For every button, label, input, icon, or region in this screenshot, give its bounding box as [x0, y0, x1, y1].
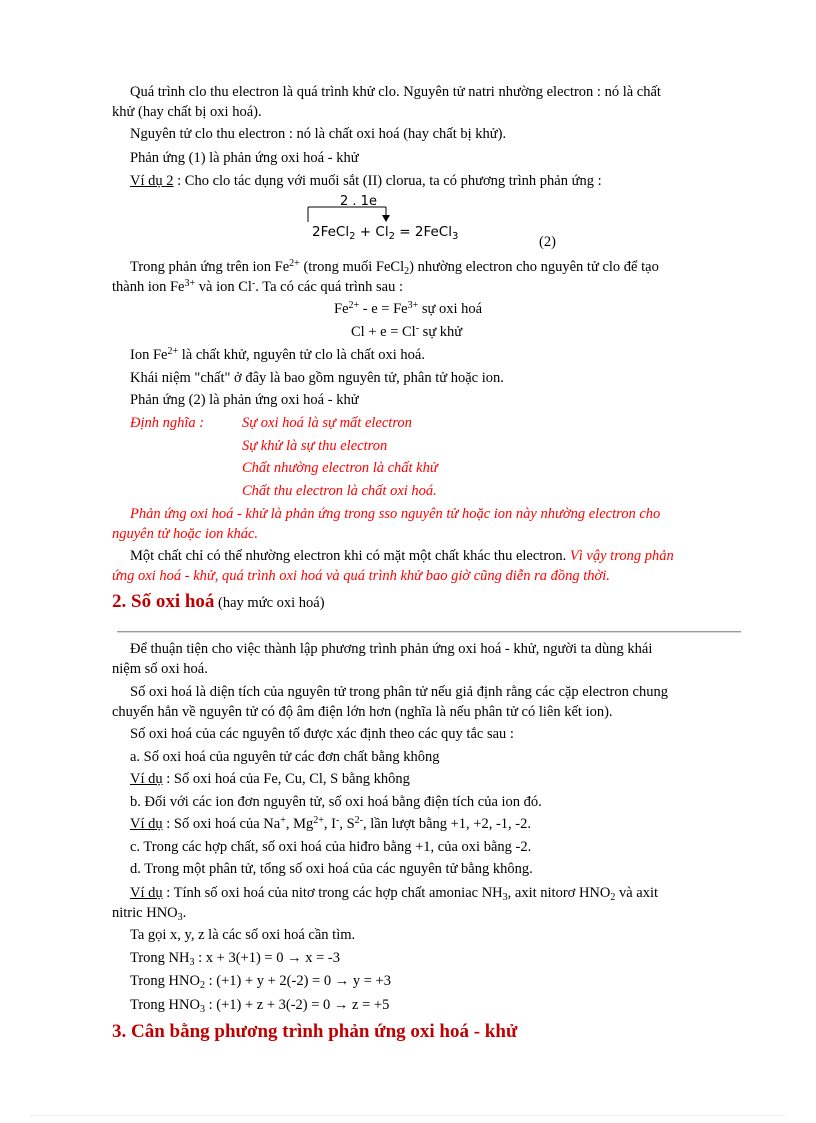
paragraph-line: Số oxi hoá là diện tích của nguyên tử trong phân tử nếu giả định rằng các cặp electron chung	[130, 684, 668, 700]
calculation-line: Trong $HNO_3$ : (+1) + z + 3(-2) = 0 → z = +5	[130, 997, 390, 1015]
paragraph-line: Số oxi hoá của các nguyên tố được xác định theo các quy tắc sau :	[130, 726, 514, 742]
rule-line: a. Số oxi hoá của nguyên tử các đơn chất bằng không	[130, 749, 440, 765]
definition-line: Sự oxi hoá là sự mất electron	[242, 415, 412, 431]
transfer-label: 2 . 1e	[340, 194, 377, 209]
paragraph-line: thành ion $Fe^{3+}$ và ion Cl-. Ta có các quá trình sau :	[112, 278, 403, 295]
process-oxidation: $Fe^{2+} - e = Fe^{3+}$ sự oxi hoá	[334, 300, 483, 317]
paragraph-line: Phản ứng (1) là phản ứng oxi hoá - khử	[130, 150, 359, 166]
calculation-line: Trong $NH_3$ : x + 3(+1) = 0 → x = -3	[130, 950, 340, 968]
definition-line: Phản ứng oxi hoá - khử là phản ứng trong sso nguyên tử hoặc ion này nhường electron cho	[130, 506, 661, 522]
example-label: Ví dụ 2	[130, 173, 174, 189]
paragraph-line: Ta gọi x, y, z là các số oxi hoá cần tìm.	[130, 927, 356, 943]
equation-number: (2)	[539, 234, 556, 250]
example-line: nitric $HNO_3$.	[112, 905, 187, 923]
calculation-line: Trong $HNO_2$ : (+1) + y + 2(-2) = 0 → y = +3	[130, 973, 391, 991]
paragraph-line: Để thuận tiện cho việc thành lập phương trình phản ứng oxi hoá - khử, người ta dùng khái	[130, 641, 653, 657]
section-heading: 2. Số oxi hoá (hay mức oxi hoá)	[112, 591, 325, 612]
equation-text: 2FeCl$_2$ + $Cl_2$ = 2FeCl$_3$	[312, 224, 459, 242]
paragraph-line: Ion $Fe^{2+}$ là chất khử, nguyên tử clo là chất oxi hoá.	[130, 346, 425, 363]
definition-line: Chất thu electron là chất oxi hoá.	[242, 483, 437, 499]
definition-line: Sự khử là sự thu electron	[242, 438, 388, 454]
paragraph-line: niệm số oxi hoá.	[112, 661, 208, 677]
paragraph-line: ứng oxi hoá - khử, quá trình oxi hoá và quá trình khử bao giờ cũng diễn ra đồng thời.	[112, 568, 610, 584]
paragraph-line: Khái niệm "chất" ở đây là bao gồm nguyên tử, phân tử hoặc ion.	[130, 370, 504, 386]
section-heading: 3. Cân bằng phương trình phản ứng oxi hoá - khử	[112, 1021, 518, 1042]
example-line: Ví dụ 2 : Cho clo tác dụng với muối sắt (II) clorua, ta có phương trình phản ứng :	[130, 173, 602, 189]
example-line: Ví dụ : Số oxi hoá của Fe, Cu, Cl, S bằng không	[130, 771, 410, 787]
rule-line: d. Trong một phân tử, tổng số oxi hoá của các nguyên tử bằng không.	[130, 861, 533, 877]
definition-line: nguyên tử hoặc ion khác.	[112, 526, 259, 542]
process-reduction: Cl + e = Cl- sự khử	[351, 323, 463, 340]
paragraph-line: Phản ứng (2) là phản ứng oxi hoá - khử	[130, 392, 359, 408]
paragraph-line: Trong phản ứng trên ion $Fe^{2+}$ (trong muối FeCl$_2$) nhường electron cho nguyên tử clo để tạo	[130, 258, 659, 277]
paragraph-line: chuyển hẳn về nguyên tử có độ âm điện lớn hơn (nghĩa là nếu phân tử có liên kết ion).	[112, 704, 613, 720]
page-bottom-border	[30, 1115, 786, 1116]
example-line: Ví dụ : Tính số oxi hoá của nitơ trong các hợp chất amoniac $NH_3$, axit nitorơ $HNO_2$ và axit	[130, 885, 659, 903]
paragraph-line: Quá trình clo thu electron là quá trình khử clo. Nguyên tử natri nhường electron : nó là chất	[130, 84, 661, 100]
paragraph-line: Nguyên tử clo thu electron : nó là chất oxi hoá (hay chất bị khử).	[130, 126, 507, 142]
rule-line: b. Đối với các ion đơn nguyên tử, số oxi hoá bằng điện tích của ion đó.	[130, 794, 542, 810]
rule-line: c. Trong các hợp chất, số oxi hoá của hiđro bằng +1, của oxi bằng -2.	[130, 839, 532, 855]
definition-line: Chất nhường electron là chất khử	[242, 460, 438, 476]
example-line: Ví dụ : Số oxi hoá của Na+, $Mg^{2+}$, I-, $S^{2-}$, lần lượt bằng +1, +2, -1, -2.	[130, 815, 532, 832]
paragraph-line: Một chất chỉ có thể nhường electron khi có mặt một chất khác thu electron. Vì vậy trong phản	[130, 548, 674, 564]
section-divider	[117, 631, 741, 633]
paragraph-line: khử (hay chất bị oxi hoá).	[112, 104, 262, 120]
definition-label: Định nghĩa :	[130, 415, 205, 431]
